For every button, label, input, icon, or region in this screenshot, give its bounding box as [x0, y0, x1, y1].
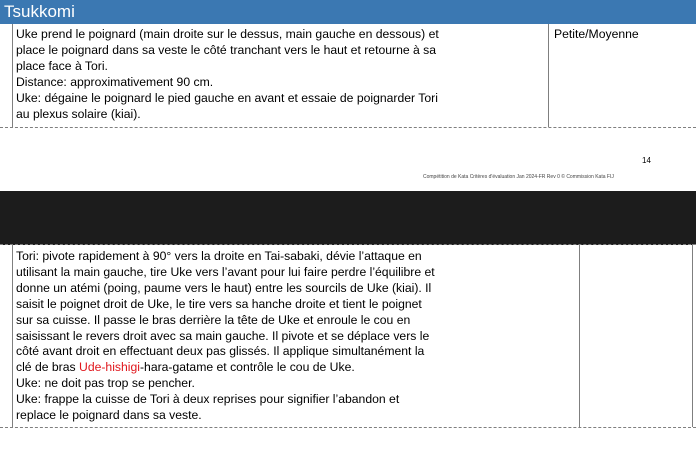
table-top-border — [0, 244, 696, 245]
text-line: utilisant la main gauche, tire Uke vers l’avant pour lui faire perdre l’équilibre et — [16, 264, 435, 279]
description-cell — [16, 27, 439, 122]
text-line: replace le poignard dans sa veste. — [16, 408, 202, 423]
text-line: côté avant droit en effectuant deux pas glissés. Il applique simultanément la — [16, 344, 425, 359]
cell-divider — [12, 244, 13, 427]
text-line: Uke prend le poignard (main droite sur le dessus, main gauche en dessous) et — [16, 27, 439, 41]
text-line: saisissant le revers droit avec sa main gauche. Il pivote et se déplace vers le — [16, 328, 430, 343]
size-cell: Petite/Moyenne — [554, 27, 639, 41]
page-number: 14 — [642, 156, 651, 165]
technique-row-bottom — [0, 249, 696, 428]
text-line: donne un atémi (poing, paume vers le haut) entre les sourcils de Uke (kiai). Il — [16, 280, 432, 295]
section-title: Tsukkomi — [4, 2, 75, 21]
cell-divider — [692, 244, 693, 427]
cell-divider — [12, 24, 13, 127]
text-line: Uke: frappe la cuisse de Tori à deux reprises pour signifier l’abandon et — [16, 392, 400, 407]
description-cell — [16, 249, 435, 424]
cell-divider — [548, 24, 549, 127]
text-fragment: -hara-gatame et contrôle le cou de Uke. — [139, 360, 355, 375]
text-line: Tori: pivote rapidement à 90° vers la droite en Tai-sabaki, dévie l’attaque en — [16, 249, 422, 263]
section-title-bar — [0, 0, 696, 24]
text-line: au plexus solaire (kiai). — [16, 106, 141, 121]
text-line: Uke: ne doit pas trop se pencher. — [16, 376, 195, 391]
technique-row-top — [0, 24, 696, 128]
text-line: sur sa cuisse. Il passe le bras derrière la tête de Uke et enroule le cou en — [16, 312, 411, 327]
page-footer: Compétition de Kata Critères d'évaluation Jan 2024-FR Rev 0 © Commission Kata FIJ — [423, 174, 614, 180]
text-line: Uke: dégaine le poignard le pied gauche en avant et essaie de poignarder Tori — [16, 90, 438, 105]
technique-name-highlight: Ude-hishigi — [79, 360, 140, 375]
text-line — [16, 360, 355, 374]
cell-divider — [579, 244, 580, 427]
text-line: place face à Tori. — [16, 58, 108, 73]
text-line: place le poignard dans sa veste le côté tranchant vers le haut et retourne à sa — [16, 42, 437, 57]
text-line: Distance: approximativement 90 cm. — [16, 74, 214, 89]
slide-separator — [0, 191, 696, 245]
text-line: saisit le poignet droit de Uke, le tire vers sa hanche droite et tient le poignet — [16, 296, 422, 311]
text-fragment: clé de bras — [16, 360, 80, 375]
